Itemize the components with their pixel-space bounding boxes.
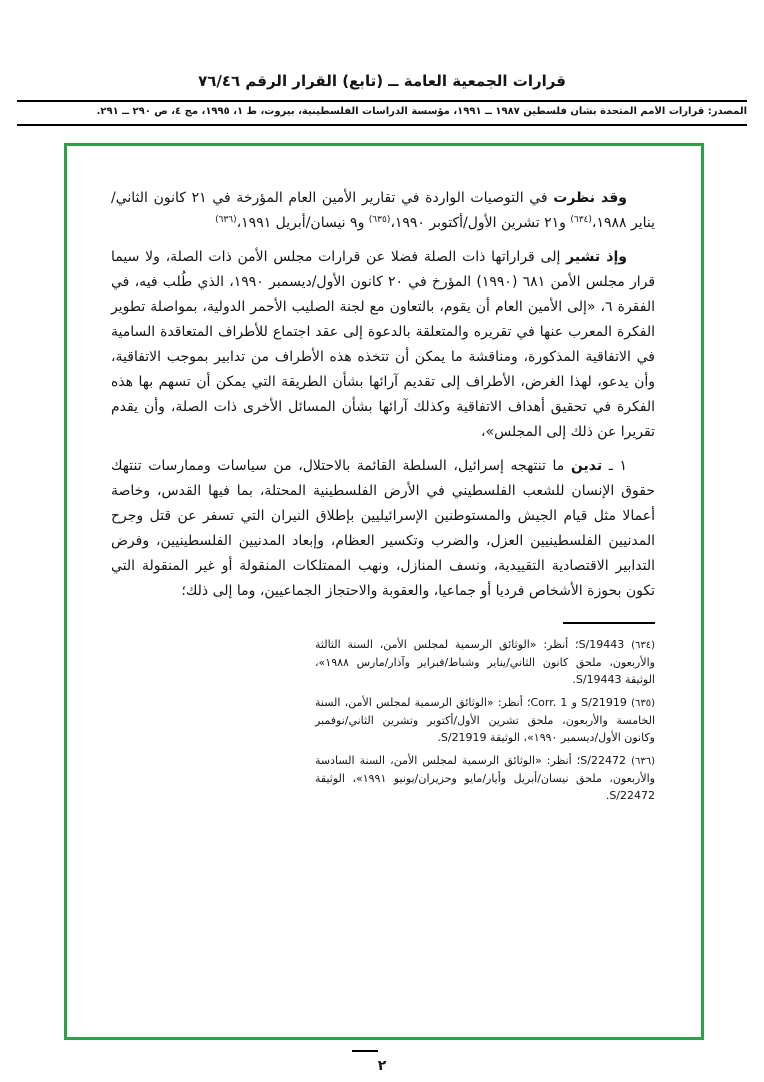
- paragraph-text: إلى قراراتها ذات الصلة فضلا عن قرارات مجلس الأمن ذات الصلة، ولا سيما قرار مجلس الأمن ٦٨١ (١٩٩٠) المؤرخ في ٢٠ كانون الأول/ديسمبر ١٩٩٠، الذي طُلب فيه، في الفقرة ٦، «إلى الأمين العام أن يقوم، بالتعاون مع لجنة الصليب الأحمر الدولية، بمواصلة تطوير الفكرة المعرب عنها في تقريره والمتعلقة بالدعوة إلى عقد اجتماع للأطراف المتعاقدة السامية في الاتفاقية المذكورة، ومناقشة ما يمكن أن تتخذه هذه الأطراف من تدابير بموجب الاتفاقية، وأن يدعو، لهذا الغرض، الأطراف إلى تقديم آرائها بشأن الطريقة التي يمكن أن تسهم بها هذه الفكرة في تحقيق أهداف الاتفاقية وكذلك آرائها بشأن المسائل الأخرى ذات الصلة، وأن يقدم تقريرا عن ذلك إلى المجلس»،: [111, 249, 656, 440]
- footnotes-section: [315, 636, 655, 804]
- page-title: قرارات الجمعية العامة ــ (تابع) القرار الرقم ٧٦/٤٦: [198, 72, 566, 90]
- content-frame: [64, 143, 704, 1040]
- source-rule: [17, 124, 747, 126]
- body-paragraph: [111, 245, 655, 445]
- footnote-text: S/19443؛ أنظر: «الوثائق الرسمية لمجلس الأمن، السنة الثالثة والأربعون، ملحق كانون الثاني/يناير وشباط/فبراير وآذار/مارس ١٩٨٨»، الوثيقة S/19443.: [315, 638, 655, 686]
- footnote-text: S/21919 و Corr. 1؛ أنظر: «الوثائق الرسمية لمجلس الأمن، السنة الخامسة والأربعون، ملحق تشرين الأول/أكتوبر وتشرين الثاني/نوفمبر وكانون الأول/ديسمبر ١٩٩٠»، الوثيقة S/21919.: [315, 696, 655, 744]
- paragraph-lead: وقد نظرت: [553, 190, 627, 206]
- body-paragraph: [111, 186, 655, 236]
- footnote-marker: (٦٣٤): [631, 640, 656, 651]
- page-number: ٢: [377, 1058, 387, 1074]
- paragraph-lead: وإذ تشير: [566, 249, 627, 265]
- footnote: [315, 694, 655, 746]
- footnote: [315, 752, 655, 804]
- paragraph-lead: تدين: [570, 458, 603, 474]
- paragraph-text: ما تنتهجه إسرائيل، السلطة القائمة بالاحتلال، من سياسات وممارسات تنتهك حقوق الإنسان للشعب الفلسطيني في الأرض الفلسطينية المحتلة، بما فيها القدس، وخاصة أعمالا مثل قيام الجيش والمستوطنين الإسرائيليين بإطلاق النيران التي تسفر عن قتل وجرح المدنيين الفلسطينيين العزل، والضرب وتكسير العظام، وإبعاد المدنيين الفلسطينيين، وفرض التدابير الاقتصادية التقييدية، ونسف المنازل، ونهب الممتلكات المنقولة أو غير المنقولة التي تكون بحوزة الأشخاص فرديا أو جماعيا، والعقوبة والاحتجاز الجماعيين، وما إلى ذلك؛: [111, 458, 655, 599]
- paragraph-text: في التوصيات الواردة في تقارير الأمين العام المؤرخة في ٢١ كانون الثاني/يناير ١٩٨٨،$^{(٦٣٤)}$ و٢١ تشرين الأول/أكتوبر ١٩٩٠،$^{(٦٣٥)}$ و٩ نيسان/أبريل ١٩٩١،$^{(٦٣٦)}$: [111, 190, 655, 231]
- footnote-separator: [563, 622, 655, 624]
- body-text: [111, 186, 655, 604]
- footnote-text: S/22472؛ أنظر: «الوثائق الرسمية لمجلس الأمن، السنة السادسة والأربعون، ملحق نيسان/أبريل وأيار/مايو وحزيران/يونيو ١٩٩١»، الوثيقة S/22472.: [315, 754, 655, 802]
- header-rule: [17, 100, 747, 102]
- page-number-rule: [352, 1050, 378, 1052]
- body-paragraph: [111, 454, 655, 604]
- source-line: المصدر: قرارات الأمم المتحدة بشأن فلسطين ١٩٨٧ ــ ١٩٩١، مؤسسة الدراسات الفلسطينية، بيروت، ط ١، ١٩٩٥، مج ٤، ص ٢٩٠ ــ ٢٩١.: [96, 106, 747, 117]
- footnote: [315, 636, 655, 688]
- paragraph-prefix: ١ ـ: [602, 458, 627, 474]
- footnote-marker: (٦٣٥): [631, 698, 656, 709]
- footnote-marker: (٦٣٦): [631, 756, 655, 767]
